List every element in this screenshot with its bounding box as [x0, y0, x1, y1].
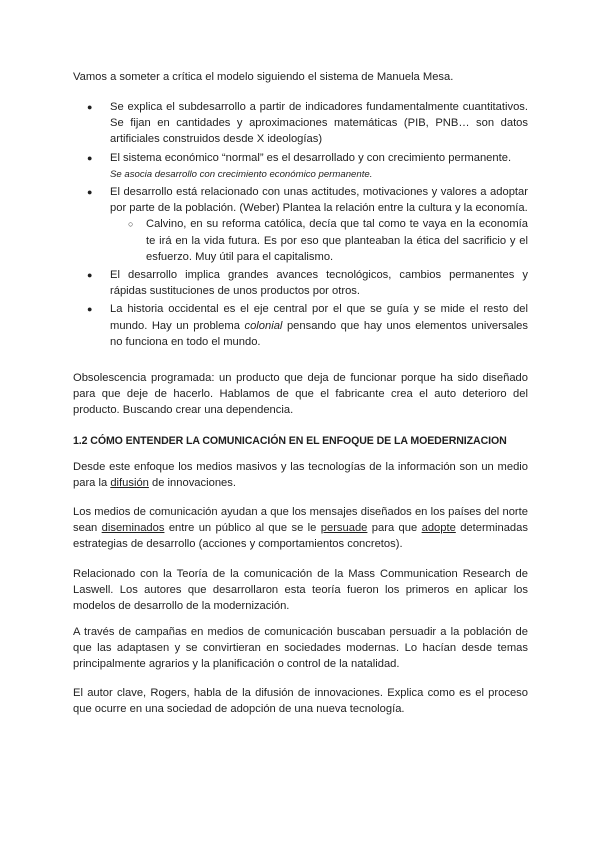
critique-bullet-list [73, 99, 528, 352]
bullet-text: Se explica el subdesarrollo a partir de indicadores fundamentalmente cuantitativos. Se fijan en cantidades y aproximaciones matemáticas (PIB, PNB… son datos artificiales construidos desde X ideologías) [110, 101, 528, 146]
text-span: entre un público al que se le [164, 522, 321, 535]
list-item [73, 150, 528, 182]
text-span: Desde este enfoque los medios masivos y las tecnologías de la información son un medio para la [73, 461, 528, 490]
text-span: para que [367, 522, 422, 535]
underlined-word: difusión [110, 477, 149, 490]
intro-paragraph: Vamos a someter a crítica el modelo siguiendo el sistema de Manuela Mesa. [73, 71, 454, 83]
list-item [73, 301, 528, 350]
paragraph-medios [73, 504, 528, 553]
paragraph-difusion [73, 459, 528, 491]
paragraph-laswell: Relacionado con la Teoría de la comunicación de la Mass Communication Research de Laswell. Los autores que desarrollaron esta teoría fueron los primeros en aplicar los modelos de desarrollo de la modernización. [73, 568, 528, 613]
italic-word: colonial [244, 319, 283, 332]
bullet-note: Se asocia desarrollo con crecimiento económico permanente. [110, 168, 373, 180]
list-item [73, 99, 528, 148]
sub-list-item [110, 216, 528, 265]
text-span: Los medios de comunicación ayudan a que los mensajes diseñados en los países del norte sean [73, 506, 528, 535]
section-heading: 1.2 CÓMO ENTENDER LA COMUNICACIÓN EN EL ENFOQUE DE LA MOEDERNIZACION [73, 435, 507, 447]
paragraph-campanas: A través de campañas en medios de comunicación buscaban persuadir a la población de que las adaptasen y se convirtieran en sociedades modernas. Lo hacían desde temas principalmente agrarios y la planificación o control de la natalidad. [73, 626, 528, 671]
bullet-text: pensando que hay unos elementos universales no funciona en todo el mundo. [110, 319, 528, 348]
list-item [73, 184, 528, 265]
underlined-word: adopte [421, 522, 456, 535]
bullet-text: El sistema económico “normal” es el desarrollado y con crecimiento permanente. [110, 151, 512, 164]
underlined-word: diseminados [101, 522, 165, 535]
paragraph-rogers: El autor clave, Rogers, habla de la difusión de innovaciones. Explica como es el proceso que ocurre en una sociedad de adopción de una nueva tecnología. [73, 687, 528, 716]
list-item [73, 267, 528, 299]
text-span: determinadas estrategias de desarrollo (acciones y comportamientos concretos). [73, 522, 528, 551]
text-span: de innovaciones. [148, 477, 236, 490]
bullet-text: El desarrollo está relacionado con unas actitudes, motivaciones y valores a adoptar por parte de la población. (Weber) Plantea la relación entre la cultura y la economía. [110, 186, 528, 215]
sub-list [110, 216, 528, 265]
bullet-text: La historia occidental es el eje central por el que se guía y se mide el resto del mundo. Hay un problema [110, 303, 528, 332]
bullet-text: El desarrollo implica grandes avances tecnológicos, cambios permanentes y rápidas sustituciones de unos productos por otros. [110, 269, 528, 298]
sub-item-text: Calvino, en su reforma católica, decía que tal como te vaya en la economía te irá en la vida futura. Es por eso que planteaban la ética del sacrificio y el esfuerzo. Muy útil para el capitalismo. [146, 218, 528, 263]
underlined-word: persuade [320, 522, 368, 535]
obsolescencia-paragraph: Obsolescencia programada: un producto que deja de funcionar porque ha sido diseñado para que deje de hacerlo. Hablamos de que el fabricante crea el auto deterioro del producto. Buscando crear una dependencia. [73, 372, 528, 417]
